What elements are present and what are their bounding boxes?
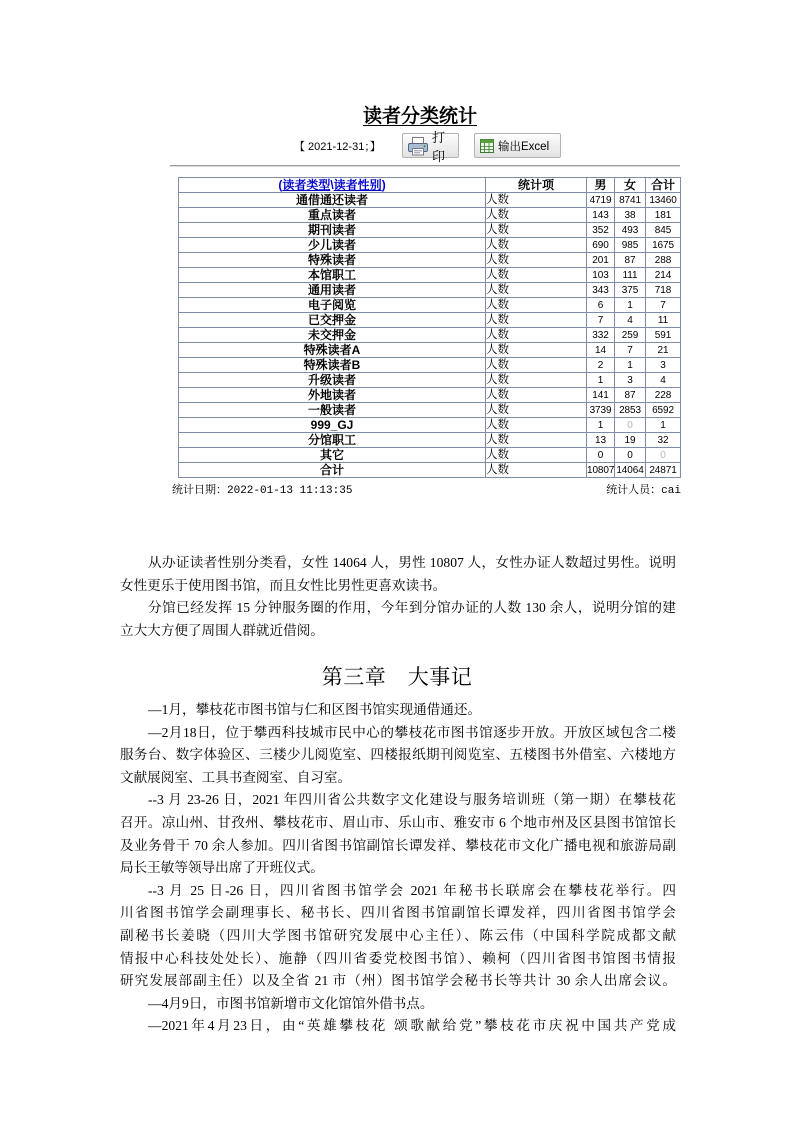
male-count-cell: 690 [587, 238, 615, 253]
text-line: 情报中心科技处处长）、施静（四川省委党校图书馆）、赖柯（四川省图书馆图书情报 [120, 950, 676, 966]
total-count-cell: 228 [646, 388, 681, 403]
corner-open: ( [278, 177, 283, 192]
reader-type-cell: 特殊读者A [179, 343, 486, 358]
male-count-cell: 143 [587, 208, 615, 223]
female-count-cell: 3 [615, 373, 646, 388]
paragraph [120, 880, 676, 993]
stat-item-cell: 人数 [486, 463, 587, 478]
text-line: 从办证读者性别分类看，女性 14064 人，男性 10807 人，女性办证人数超过男性。说明 [148, 555, 676, 570]
text-line: 召开。凉山州、甘孜州、攀枝花市、眉山市、乐山市、雅安市 6 个地市州及区县图书馆馆长 [120, 814, 676, 830]
paragraph [120, 597, 676, 642]
stat-item-cell: 人数 [486, 298, 587, 313]
total-count-cell: 288 [646, 253, 681, 268]
total-count-cell: 13460 [646, 193, 681, 208]
export-excel-button[interactable] [474, 133, 561, 158]
reader-type-cell: 重点读者 [179, 208, 486, 223]
text-line: —2月18日，位于攀西科技城市民中心的攀枝花市图书馆逐步开放。开放区域包含二楼 [148, 724, 676, 740]
paragraph [120, 1015, 676, 1038]
male-header: 男 [587, 178, 615, 193]
female-header: 女 [615, 178, 646, 193]
total-count-cell: 181 [646, 208, 681, 223]
female-count-cell: 7 [615, 343, 646, 358]
total-count-cell: 6592 [646, 403, 681, 418]
stat-item-cell: 人数 [486, 238, 587, 253]
stat-item-cell: 人数 [486, 208, 587, 223]
female-count-cell: 2853 [615, 403, 646, 418]
table-row [179, 208, 681, 223]
text-line: —1月，攀枝花市图书馆与仁和区图书馆实现通借通还。 [148, 702, 482, 717]
table-row [179, 448, 681, 463]
reader-type-cell: 合计 [179, 463, 486, 478]
female-count-cell: 38 [615, 208, 646, 223]
export-button-label: 输出Excel [498, 140, 550, 153]
reader-stat-table [178, 177, 681, 478]
stat-item-header: 统计项 [486, 178, 587, 193]
male-count-cell: 7 [587, 313, 615, 328]
print-button[interactable] [402, 129, 459, 164]
stat-item-cell: 人数 [486, 343, 587, 358]
stat-item-cell: 人数 [486, 448, 587, 463]
reader-type-cell: 一般读者 [179, 403, 486, 418]
text-line: —2021年4月23日，由“英雄攀枝花 颂歌献给党”攀枝花市庆祝中国共产党成 [148, 1018, 676, 1034]
female-count-cell: 259 [615, 328, 646, 343]
text-line: 分馆已经发挥 15 分钟服务圈的作用，今年到分馆办证的人数 130 余人，说明分馆的建 [148, 600, 676, 616]
reader-type-cell: 未交押金 [179, 328, 486, 343]
male-count-cell: 2 [587, 358, 615, 373]
female-count-cell: 493 [615, 223, 646, 238]
table-row [179, 298, 681, 313]
female-count-cell: 8741 [615, 193, 646, 208]
male-count-cell: 103 [587, 268, 615, 283]
stat-item-cell: 人数 [486, 253, 587, 268]
female-count-cell: 87 [615, 253, 646, 268]
reader-type-cell: 特殊读者 [179, 253, 486, 268]
table-row [179, 238, 681, 253]
reader-type-cell: 外地读者 [179, 388, 486, 403]
text-line: 及业务骨干 70 余人参加。四川省图书馆副馆长谭发祥、攀枝花市文化广播电视和旅游局副 [120, 837, 676, 853]
total-count-cell: 1 [646, 418, 681, 433]
table-row [179, 463, 681, 478]
total-count-cell: 845 [646, 223, 681, 238]
text-line: —4月9日，市图书馆新增市文化馆馆外借书点。 [148, 995, 434, 1011]
male-count-cell: 4719 [587, 193, 615, 208]
male-count-cell: 352 [587, 223, 615, 238]
reader-type-cell: 本馆职工 [179, 268, 486, 283]
text-line: --3 月 25 日-26 日，四川省图书馆学会 2021 年秘书长联席会在攀枝花举行。四 [148, 882, 676, 898]
female-count-cell: 19 [615, 433, 646, 448]
stat-item-cell: 人数 [486, 313, 587, 328]
reader-type-cell: 特殊读者B [179, 358, 486, 373]
table-row [179, 253, 681, 268]
reader-type-cell: 电子阅览 [179, 298, 486, 313]
table-row [179, 358, 681, 373]
male-count-cell: 14 [587, 343, 615, 358]
stat-item-cell: 人数 [486, 268, 587, 283]
total-header: 合计 [646, 178, 681, 193]
reader-type-cell: 分馆职工 [179, 433, 486, 448]
printer-icon [407, 136, 429, 156]
text-line: 文献展阅室、工具书查阅室、自习室。 [120, 769, 352, 785]
chapter-heading: 第三章 大事记 [321, 665, 473, 689]
reader-type-cell: 999_GJ [179, 418, 486, 433]
male-count-cell: 10807 [587, 464, 615, 476]
table-row [179, 433, 681, 448]
female-count-cell: 14064 [616, 464, 644, 476]
report-title-text: 读者分类统计 [362, 106, 477, 127]
male-count-cell: 332 [587, 328, 615, 343]
female-count-cell: 985 [615, 238, 646, 253]
text-line: 研究发展部副主任）以及全省 21 市（州）图书馆学会秘书长等共计 30 余人出席会议。 [120, 973, 676, 989]
female-count-cell: 1 [615, 298, 646, 313]
corner-header [179, 178, 486, 193]
total-count-cell: 7 [646, 298, 681, 313]
stat-item-cell: 人数 [486, 328, 587, 343]
table-row [179, 418, 681, 433]
male-count-cell: 0 [587, 448, 615, 463]
male-count-cell: 13 [587, 433, 615, 448]
female-count-cell: 1 [615, 358, 646, 373]
report-title [300, 104, 540, 130]
paragraph [120, 993, 676, 1016]
date-range-label: 【 2021-12-31；】 [294, 141, 381, 153]
reader-type-cell: 其它 [179, 448, 486, 463]
stat-item-cell: 人数 [486, 358, 587, 373]
table-row [179, 343, 681, 358]
male-count-cell: 141 [587, 388, 615, 403]
table-row [179, 268, 681, 283]
female-count-cell: 0 [615, 448, 646, 463]
text-line: 女性更乐于使用图书馆，而且女性比男性更喜欢读书。 [120, 577, 447, 593]
table-row [179, 328, 681, 343]
total-count-cell: 4 [646, 373, 681, 388]
male-count-cell: 1 [587, 373, 615, 388]
divider [170, 165, 680, 167]
table-row [179, 388, 681, 403]
reader-type-cell: 少儿读者 [179, 238, 486, 253]
stat-item-cell: 人数 [486, 418, 587, 433]
stat-item-cell: 人数 [486, 373, 587, 388]
female-count-cell: 0 [615, 418, 646, 433]
reader-gender-link[interactable]: 读者性别 [333, 177, 382, 192]
female-count-cell: 375 [615, 283, 646, 298]
print-button-label: 打印 [432, 129, 446, 164]
corner-close: ) [381, 177, 386, 192]
text-line: --3 月 23-26 日，2021 年四川省公共数字文化建设与服务培训班（第一期）在攀枝花 [148, 792, 676, 808]
table-row [179, 403, 681, 418]
stat-item-cell: 人数 [486, 223, 587, 238]
stat-item-cell: 人数 [486, 403, 587, 418]
total-count-cell: 214 [646, 268, 681, 283]
total-count-cell: 718 [646, 283, 681, 298]
table-row [179, 193, 681, 208]
text-line: 副秘书长姜晓（四川大学图书馆研究发展中心主任）、陈云伟（中国科学院成都文献 [120, 927, 676, 943]
total-count-cell: 0 [646, 448, 681, 463]
text-line: 川省图书馆学会副理事长、秘书长、四川省图书馆副馆长谭发祥，四川省图书馆学会 [120, 905, 676, 921]
reader-type-cell: 已交押金 [179, 313, 486, 328]
text-line: 服务台、数字体验区、三楼少儿阅览室、四楼报纸期刊阅览室、五楼图书外借室、六楼地方 [120, 747, 676, 763]
table-row [179, 283, 681, 298]
table-row [179, 313, 681, 328]
table-body [179, 193, 681, 478]
total-count-cell: 21 [646, 343, 681, 358]
excel-icon [479, 138, 495, 154]
events-text [120, 699, 676, 1038]
table-row [179, 223, 681, 238]
male-count-cell: 3739 [587, 403, 615, 418]
stat-item-cell: 人数 [486, 193, 587, 208]
stat-item-cell: 人数 [486, 388, 587, 403]
reader-type-cell: 期刊读者 [179, 223, 486, 238]
table-row [179, 373, 681, 388]
reader-type-cell: 升级读者 [179, 373, 486, 388]
reader-type-cell: 通用读者 [179, 283, 486, 298]
total-count-cell: 11 [646, 313, 681, 328]
male-count-cell: 201 [587, 253, 615, 268]
paragraph [120, 789, 676, 879]
stat-date-label: 统计日期：2022-01-13 11:13:35 [172, 485, 353, 497]
female-count-cell: 4 [615, 313, 646, 328]
intro-text [120, 552, 676, 642]
reader-type-link[interactable]: 读者类型 [282, 177, 331, 192]
male-count-cell: 1 [587, 418, 615, 433]
paragraph [120, 552, 676, 597]
stat-operator-label: 统计人员：cai [606, 485, 681, 497]
text-line: 局长王敏等领导出席了开班仪式。 [120, 860, 324, 876]
paragraph [120, 699, 676, 722]
female-count-cell: 111 [615, 268, 646, 283]
total-count-cell: 32 [646, 433, 681, 448]
reader-type-cell: 通借通还读者 [179, 193, 486, 208]
stat-item-cell: 人数 [486, 433, 587, 448]
male-count-cell: 343 [587, 283, 615, 298]
text-line: 立大大方便了周围人群就近借阅。 [120, 622, 324, 638]
paragraph [120, 722, 676, 790]
female-count-cell: 87 [615, 388, 646, 403]
table-header-row [179, 178, 681, 193]
total-count-cell: 24871 [646, 463, 681, 478]
total-count-cell: 3 [646, 358, 681, 373]
corner-separator: \ [330, 177, 334, 192]
total-count-cell: 591 [646, 328, 681, 343]
total-count-cell: 1675 [646, 238, 681, 253]
stat-item-cell: 人数 [486, 283, 587, 298]
male-count-cell: 6 [587, 298, 615, 313]
